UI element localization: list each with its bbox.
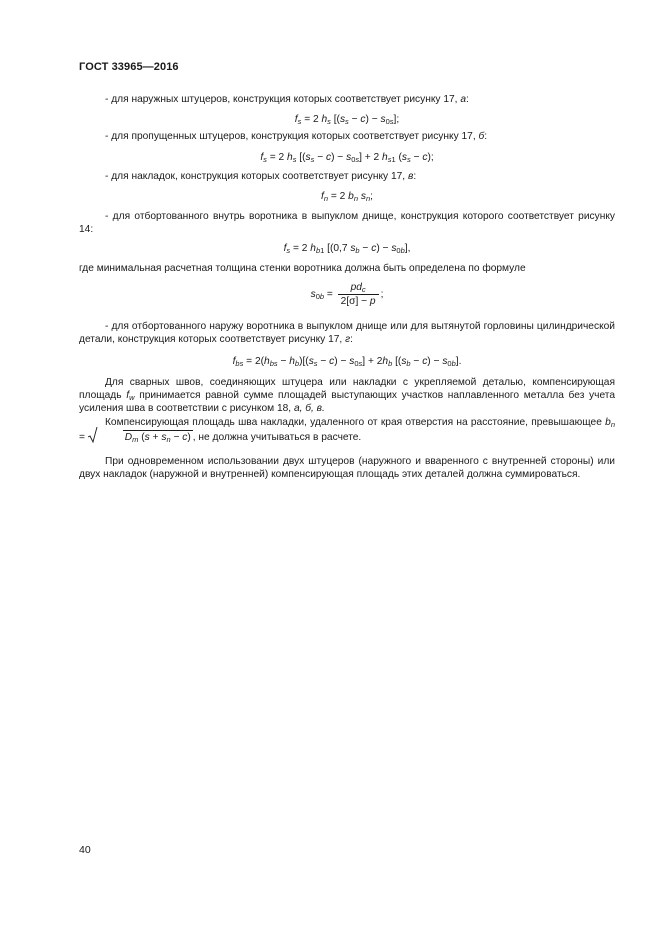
formula-flange-inward: $f_s = 2$ $h_{b1}$ [(0,7 $s_b - c) - s_{0b}$], bbox=[283, 243, 411, 255]
item-passed-nozzles: - для пропущенных штуцеров, конструкция которых соответствует рисунку 17, б: bbox=[105, 131, 488, 142]
item-flange-inward: - для отбортованного внутрь воротника в выпуклом днище, конструкция которого соответствует рисунку 14: bbox=[79, 211, 615, 235]
item-pads: - для накладок, конструкция которых соответствует рисунку 17, в: bbox=[105, 171, 417, 182]
radical-sign-icon bbox=[88, 427, 98, 443]
formula-passed-nozzles: $f_s = 2$ $h_s$ $[(s_s - c) - s_{0s}] + 2$ $h_{s1}$ $(s_s - c)$; bbox=[260, 152, 434, 164]
formula-min-thickness: $s_{0b}$ = $\frac{pd_c}{2[\sigma] - p}$ ; bbox=[310, 282, 384, 307]
document-header: ГОСТ 33965—2016 bbox=[79, 61, 179, 73]
paragraph-welds: Для сварных швов, соединяющих штуцера или накладки с укрепляемой деталью, компенсирующая площадь $f_w$ принимается равной сумме площадей выступающих участков наплавленного металла без учета усиления шва в соответствии с рисунком 18, а, б, в. bbox=[79, 377, 615, 414]
square-root: $D_m$ $(s + s_n - c)$ bbox=[88, 430, 193, 445]
fraction: $\frac{pd_c}{2[\sigma] - p}$ bbox=[338, 281, 379, 308]
formula-outer-nozzles: $f_s = 2$ $h_s$ $[(s_s - c) - s_{0s}]$; bbox=[294, 114, 400, 126]
item-outer-nozzles: - для наружных штуцеров, конструкция которых соответствует рисунку 17, а: bbox=[105, 94, 469, 105]
paragraph-two-parts: При одновременном использовании двух штуцеров (наружного и вваренного с внутренней стороны) или двух накладок (наружной и внутренней) компенсирующая площадь этих деталей должна суммироваться. bbox=[79, 456, 615, 480]
paragraph-pad-weld: Компенсирующая площадь шва накладки, удаленного от края отверстия на расстояние, превышающее $b_n$ = $D_m$ $(s + s_n - c)$ , не должна учитываться в расчете. bbox=[79, 417, 615, 444]
min-thickness-text: где минимальная расчетная толщина стенки воротника должна быть определена по формуле bbox=[79, 263, 526, 274]
page-number: 40 bbox=[79, 844, 91, 856]
item-flange-outward: - для отбортованного наружу воротника в выпуклом днище или для вытянутой горловины цилиндрической детали, конструкция которых соответствует рисунку 17, г: bbox=[79, 321, 615, 345]
formula-pads: $f_n = 2$ $b_n$ $s_n$; bbox=[321, 191, 373, 203]
formula-flange-outward: $f_{bs} = 2(h_{bs} - h_b)[(s_s - c) - s_{0s}] + 2h_b$ $[(s_b - c) - s_{0b}]$. bbox=[232, 356, 462, 368]
